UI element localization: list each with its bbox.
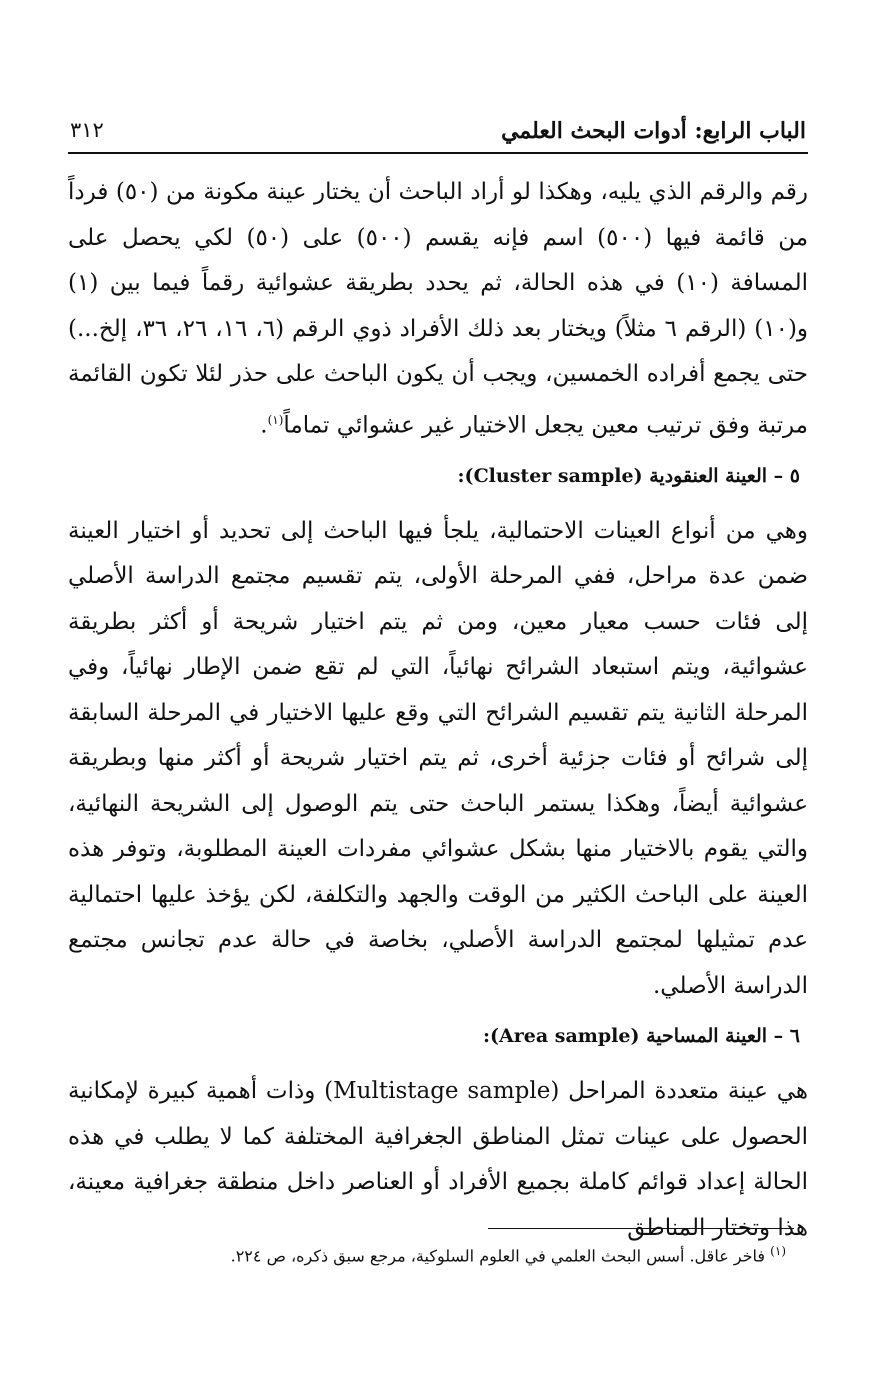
chapter-title: الباب الرابع: أدوات البحث العلمي bbox=[501, 118, 806, 144]
footnote-divider bbox=[488, 1228, 794, 1229]
book-page bbox=[68, 100, 808, 1300]
paragraph-end: . bbox=[260, 412, 268, 439]
footnote-text: فاخر عاقل. أسس البحث العلمي في العلوم السلوكية، مرجع سبق ذكره، ص ٢٢٤. bbox=[230, 1246, 766, 1266]
paragraph-area-sample: هي عينة متعددة المراحل (Multistage sample) وذات أهمية كبيرة لإمكانية الحصول على عينات تمثل المناطق الجغرافية المختلفة كما لا يطلب في هذه الحالة إعداد قوائم كاملة بجميع الأفراد أو العناصر داخل منطقة جغرافية معينة، هذا وتختار المناطق bbox=[68, 1078, 808, 1241]
paragraph-cluster-sample: وهي من أنواع العينات الاحتمالية، يلجأ فيها الباحث إلى تحديد أو اختيار العينة ضمن عدة مراحل، ففي المرحلة الأولى، يتم تقسيم مجتمع الدراسة الأصلي إلى فئات حسب معيار معين، ومن ثم يتم اختيار شريحة أو أكثر بطريقة عشوائية، ويتم استبعاد الشرائح نهائياً، التي لم تقع ضمن الإطار نهائياً، وفي المرحلة الثانية يتم تقسيم الشرائح التي وقع عليها الاختيار في المرحلة السابقة إلى شرائح أو فئات جزئية أخرى، ثم يتم اختيار شريحة أو أكثر منها وبطريقة عشوائية أيضاً، وهكذا يستمر الباحث حتى يتم الوصول إلى الشريحة النهائية، والتي يقوم بالاختيار منها بشكل عشوائي مفردات العينة المطلوبة، وتوفر هذه العينة على الباحث الكثير من الوقت والجهد والتكلفة، لكن يؤخذ عليها احتمالية عدم تمثيلها لمجتمع الدراسة الأصلي، بخاصة في حالة عدم تجانس مجتمع الدراسة الأصلي. bbox=[68, 517, 808, 999]
paragraph-text: رقم والرقم الذي يليه، وهكذا لو أراد الباحث أن يختار عينة مكونة من (٥٠) فرداً من قائمة فيها (٥٠٠) اسم فإنه يقسم (٥٠٠) على (٥٠) لكي يحصل على المسافة (١٠) في هذه الحالة، ثم يحدد بطريقة عشوائية رقماً فيما بين (١) و(١٠) (الرقم ٦ مثلاً) ويختار بعد ذلك الأفراد ذوي الرقم (٦، ١٦، ٢٦، ٣٦، إلخ...) حتى يجمع أفراده الخمسين، ويجب أن يكون الباحث على حذر لئلا تكون القائمة مرتبة وفق ترتيب معين يجعل الاختيار غير عشوائي تماماً bbox=[68, 179, 809, 439]
footnote-reference: (١) bbox=[267, 412, 284, 427]
page-number: ٣١٢ bbox=[70, 118, 104, 142]
paragraph-systematic-sample bbox=[68, 170, 808, 449]
heading-area-sample: ٦ – العينة المساحية (Area sample): bbox=[482, 1025, 800, 1048]
footnote bbox=[86, 1244, 786, 1265]
main-text bbox=[68, 170, 808, 1251]
heading-cluster-sample: ٥ – العينة العنقودية (Cluster sample): bbox=[457, 464, 800, 487]
page-header bbox=[68, 116, 808, 154]
footnote-marker: (١) bbox=[770, 1244, 786, 1258]
